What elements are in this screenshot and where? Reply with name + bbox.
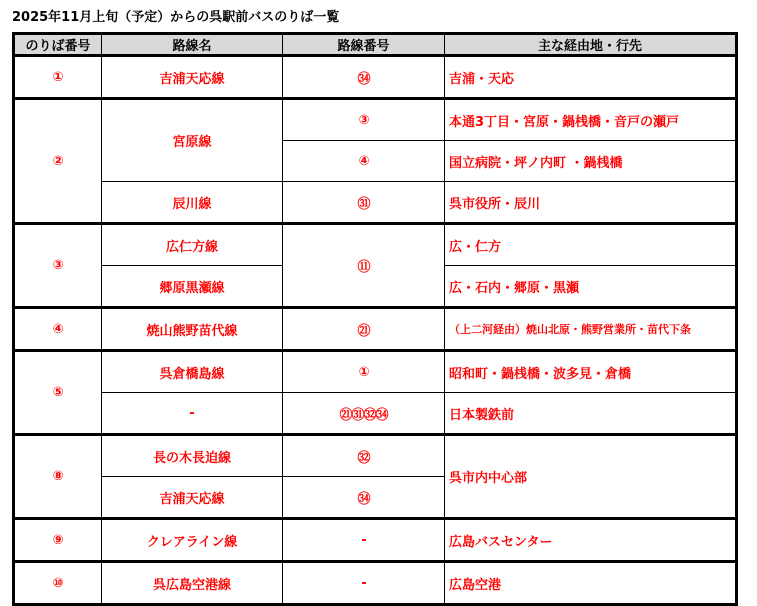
route-name: クレアライン線: [102, 519, 283, 562]
route-name: 広仁方線: [102, 224, 283, 266]
route-number: ⑪: [283, 224, 445, 308]
table-row: [14, 224, 737, 266]
route-name: 辰川線: [102, 182, 283, 224]
table-row: [14, 519, 737, 562]
destination: 広・石内・郷原・黒瀬: [445, 266, 737, 308]
route-number: -: [283, 562, 445, 605]
page-title: 2025年11月上旬（予定）からの呉駅前バスのりば一覧: [12, 10, 340, 25]
stop-number: ②: [14, 99, 102, 224]
route-name: 長の木長迫線: [102, 435, 283, 477]
header-stop: のりば番号: [14, 34, 102, 56]
stop-number: ⑩: [14, 562, 102, 605]
table-row: [14, 351, 737, 393]
table-row: [14, 99, 737, 141]
route-name: -: [102, 393, 283, 435]
header-dest: 主な経由地・行先: [445, 34, 737, 56]
stop-number: ⑧: [14, 435, 102, 519]
header-number: 路線番号: [283, 34, 445, 56]
route-number: ㉛: [283, 182, 445, 224]
table-row: [14, 435, 737, 477]
table-row: [14, 182, 737, 224]
route-name: 郷原黒瀬線: [102, 266, 283, 308]
destination: 広・仁方: [445, 224, 737, 266]
table-row: [14, 308, 737, 351]
destination: 昭和町・鍋桟橋・波多見・倉橋: [445, 351, 737, 393]
stop-number: ⑤: [14, 351, 102, 435]
destination: 呉市役所・辰川: [445, 182, 737, 224]
route-name: 宮原線: [102, 99, 283, 182]
route-number: ③: [283, 99, 445, 141]
route-name: 呉倉橋島線: [102, 351, 283, 393]
destination: 広島空港: [445, 562, 737, 605]
route-name: 焼山熊野苗代線: [102, 308, 283, 351]
destination: 呉市内中心部: [445, 435, 737, 519]
destination: 広島バスセンター: [445, 519, 737, 562]
destination: 日本製鉄前: [445, 393, 737, 435]
bus-stop-table: [12, 32, 738, 606]
route-number: ㉑㉛㉜㉞: [283, 393, 445, 435]
route-number: ㉞: [283, 56, 445, 99]
stop-number: ③: [14, 224, 102, 308]
destination: 本通3丁目・宮原・鍋桟橋・音戸の瀬戸: [445, 99, 737, 141]
table-row: [14, 56, 737, 99]
stop-number: ④: [14, 308, 102, 351]
table-row: [14, 393, 737, 435]
route-name: 呉広島空港線: [102, 562, 283, 605]
route-number: -: [283, 519, 445, 562]
destination: 吉浦・天応: [445, 56, 737, 99]
header-row: [14, 34, 737, 56]
route-number: ④: [283, 141, 445, 182]
stop-number: ①: [14, 56, 102, 99]
route-number: ㉞: [283, 477, 445, 519]
route-name: 吉浦天応線: [102, 56, 283, 99]
destination: 国立病院・坪ノ内町 ・鍋桟橋: [445, 141, 737, 182]
destination: （上二河経由）焼山北原・熊野営業所・苗代下条: [445, 308, 737, 351]
header-route: 路線名: [102, 34, 283, 56]
stop-number: ⑨: [14, 519, 102, 562]
route-number: ①: [283, 351, 445, 393]
table-row: [14, 562, 737, 605]
route-name: 吉浦天応線: [102, 477, 283, 519]
route-number: ㉜: [283, 435, 445, 477]
route-number: ㉑: [283, 308, 445, 351]
